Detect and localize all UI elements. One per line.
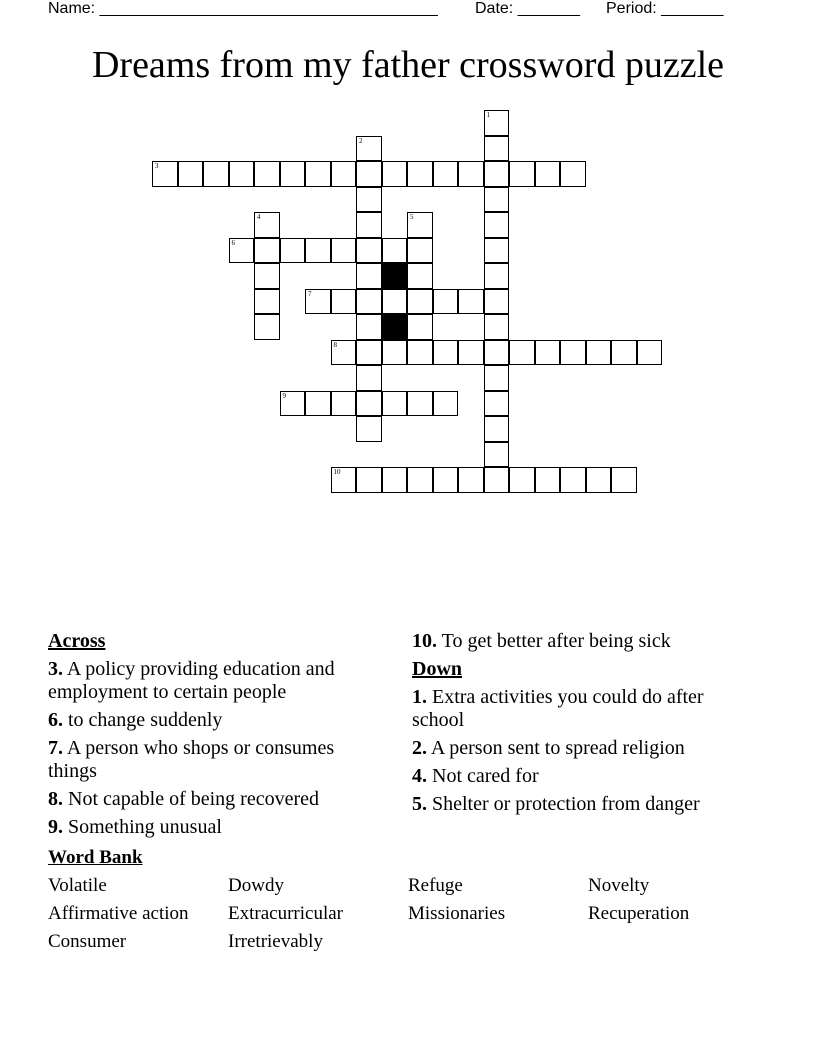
clue-down-5: 5. Shelter or protection from danger	[412, 793, 700, 815]
crossword-cell[interactable]	[458, 340, 484, 366]
crossword-cell[interactable]	[178, 161, 204, 187]
crossword-cell[interactable]	[382, 289, 408, 315]
crossword-cell[interactable]	[484, 340, 510, 366]
crossword-cell[interactable]	[407, 289, 433, 315]
crossword-cell[interactable]	[280, 238, 306, 264]
page-title: Dreams from my father crossword puzzle	[91, 44, 725, 86]
clue-across-6: 6. to change suddenly	[48, 709, 223, 731]
date-field[interactable]: Date: _______	[475, 0, 580, 17]
blocked-cell	[382, 314, 408, 340]
crossword-cell[interactable]	[382, 467, 408, 493]
crossword-cell[interactable]	[407, 467, 433, 493]
crossword-cell[interactable]	[509, 467, 535, 493]
crossword-cell[interactable]	[560, 340, 586, 366]
crossword-cell[interactable]	[331, 289, 357, 315]
crossword-cell[interactable]	[356, 391, 382, 417]
clue-number: 3	[155, 162, 159, 170]
crossword-cell[interactable]	[458, 161, 484, 187]
blocked-cell	[382, 263, 408, 289]
word-bank-list	[48, 874, 768, 954]
clue-across-8: 8. Not capable of being recovered	[48, 788, 319, 810]
clues-right-column	[412, 630, 742, 821]
word-bank-item: Consumer	[48, 931, 127, 952]
crossword-cell[interactable]	[484, 110, 510, 136]
crossword-cell[interactable]	[305, 161, 331, 187]
word-bank-item: Dowdy	[228, 875, 284, 896]
clue-down-1: 1. Extra activities you could do after school	[412, 686, 704, 731]
crossword-cell[interactable]	[331, 161, 357, 187]
crossword-cell[interactable]	[356, 263, 382, 289]
crossword-cell[interactable]	[356, 161, 382, 187]
crossword-cell[interactable]	[356, 212, 382, 238]
crossword-cell[interactable]	[203, 161, 229, 187]
crossword-cell[interactable]	[407, 340, 433, 366]
crossword-cell[interactable]	[305, 391, 331, 417]
crossword-cell[interactable]	[535, 161, 561, 187]
crossword-cell[interactable]	[535, 340, 561, 366]
crossword-cell[interactable]	[484, 136, 510, 162]
crossword-cell[interactable]	[484, 391, 510, 417]
crossword-cell[interactable]	[382, 340, 408, 366]
crossword-cell[interactable]	[407, 391, 433, 417]
crossword-cell[interactable]	[331, 340, 357, 366]
crossword-cell[interactable]	[484, 263, 510, 289]
name-field[interactable]: Name: ______________________________________	[48, 0, 438, 17]
crossword-cell[interactable]	[254, 289, 280, 315]
crossword-cell[interactable]	[509, 340, 535, 366]
crossword-cell[interactable]	[305, 289, 331, 315]
crossword-cell[interactable]	[433, 161, 459, 187]
clue-across-3: 3. A policy providing education and employment to certain people	[48, 658, 335, 703]
crossword-cell[interactable]	[152, 161, 178, 187]
crossword-cell[interactable]	[280, 161, 306, 187]
crossword-cell[interactable]	[484, 238, 510, 264]
clue-number: 1	[486, 111, 490, 119]
clue-down-4: 4. Not cared for	[412, 765, 539, 787]
crossword-cell[interactable]	[331, 238, 357, 264]
crossword-cell[interactable]	[407, 161, 433, 187]
crossword-cell[interactable]	[535, 467, 561, 493]
crossword-cell[interactable]	[407, 212, 433, 238]
crossword-cell[interactable]	[356, 467, 382, 493]
crossword-cell[interactable]	[484, 187, 510, 213]
crossword-cell[interactable]	[586, 467, 612, 493]
crossword-cell[interactable]	[484, 212, 510, 238]
down-heading: Down	[412, 658, 463, 680]
crossword-cell[interactable]	[254, 212, 280, 238]
crossword-cell[interactable]	[356, 136, 382, 162]
word-bank-item: Novelty	[588, 875, 650, 896]
word-bank	[48, 846, 768, 954]
clue-number: 4	[257, 213, 261, 221]
crossword-cell[interactable]	[356, 416, 382, 442]
crossword-cell[interactable]	[254, 161, 280, 187]
crossword-cell[interactable]	[611, 340, 637, 366]
word-bank-item: Missionaries	[408, 903, 506, 924]
crossword-cell[interactable]	[356, 365, 382, 391]
crossword-cell[interactable]	[560, 161, 586, 187]
crossword-cell[interactable]	[229, 161, 255, 187]
clues-section	[48, 630, 768, 845]
crossword-cell[interactable]	[356, 289, 382, 315]
clue-number: 6	[231, 238, 235, 247]
clue-down-2: 2. A person sent to spread religion	[412, 737, 685, 759]
crossword-cell[interactable]	[229, 238, 255, 264]
crossword-cell[interactable]	[484, 314, 510, 340]
crossword-cell[interactable]	[254, 314, 280, 340]
crossword-cell[interactable]	[356, 314, 382, 340]
crossword-cell[interactable]	[331, 467, 357, 493]
crossword-cell[interactable]	[382, 161, 408, 187]
word-bank-item: Refuge	[408, 875, 463, 896]
crossword-cell[interactable]	[331, 391, 357, 417]
crossword-cell[interactable]	[484, 442, 510, 468]
clue-number: 7	[308, 289, 312, 298]
clue-number: 8	[333, 340, 337, 349]
crossword-cell[interactable]	[433, 467, 459, 493]
crossword-cell[interactable]	[382, 238, 408, 264]
crossword-cell[interactable]	[586, 340, 612, 366]
crossword-cell[interactable]	[484, 161, 510, 187]
period-field[interactable]: Period: _______	[606, 0, 724, 17]
clue-number: 2	[359, 136, 363, 145]
word-bank-item: Volatile	[48, 875, 107, 896]
crossword-cell[interactable]	[305, 238, 331, 264]
crossword-cell[interactable]	[509, 161, 535, 187]
crossword-cell[interactable]	[458, 467, 484, 493]
crossword-cell[interactable]	[458, 289, 484, 315]
crossword-cell[interactable]	[356, 340, 382, 366]
word-bank-heading: Word Bank	[48, 847, 143, 868]
crossword-cell[interactable]	[433, 391, 459, 417]
crossword-cell[interactable]	[611, 467, 637, 493]
crossword-cell[interactable]	[407, 263, 433, 289]
crossword-cell[interactable]	[484, 467, 510, 493]
crossword-cell[interactable]	[433, 289, 459, 315]
clue-across-9: 9. Something unusual	[48, 816, 222, 838]
crossword-cell[interactable]	[382, 391, 408, 417]
clue-number: 5	[410, 213, 414, 221]
crossword-cell[interactable]	[484, 365, 510, 391]
crossword-cell[interactable]	[356, 238, 382, 264]
across-heading: Across	[48, 630, 106, 652]
word-bank-item: Affirmative action	[48, 903, 189, 924]
crossword-cell[interactable]	[356, 187, 382, 213]
clue-number: 10	[333, 468, 341, 476]
crossword-cell[interactable]	[484, 289, 510, 315]
crossword-cell[interactable]	[254, 238, 280, 264]
crossword-cell[interactable]	[433, 340, 459, 366]
crossword-cell[interactable]	[407, 314, 433, 340]
crossword-cell[interactable]	[484, 416, 510, 442]
word-bank-item: Extracurricular	[228, 903, 343, 924]
crossword-cell[interactable]	[637, 340, 663, 366]
clue-across-10: 10. To get better after being sick	[412, 630, 671, 652]
crossword-cell[interactable]	[280, 391, 306, 417]
crossword-cell[interactable]	[254, 263, 280, 289]
word-bank-item: Irretrievably	[228, 931, 323, 952]
word-bank-item: Recuperation	[588, 903, 690, 924]
clue-across-7: 7. A person who shops or consumes things	[48, 737, 335, 782]
crossword-cell[interactable]	[560, 467, 586, 493]
crossword-cell[interactable]	[407, 238, 433, 264]
clue-number: 9	[282, 391, 286, 400]
clues-left-column	[48, 630, 378, 844]
